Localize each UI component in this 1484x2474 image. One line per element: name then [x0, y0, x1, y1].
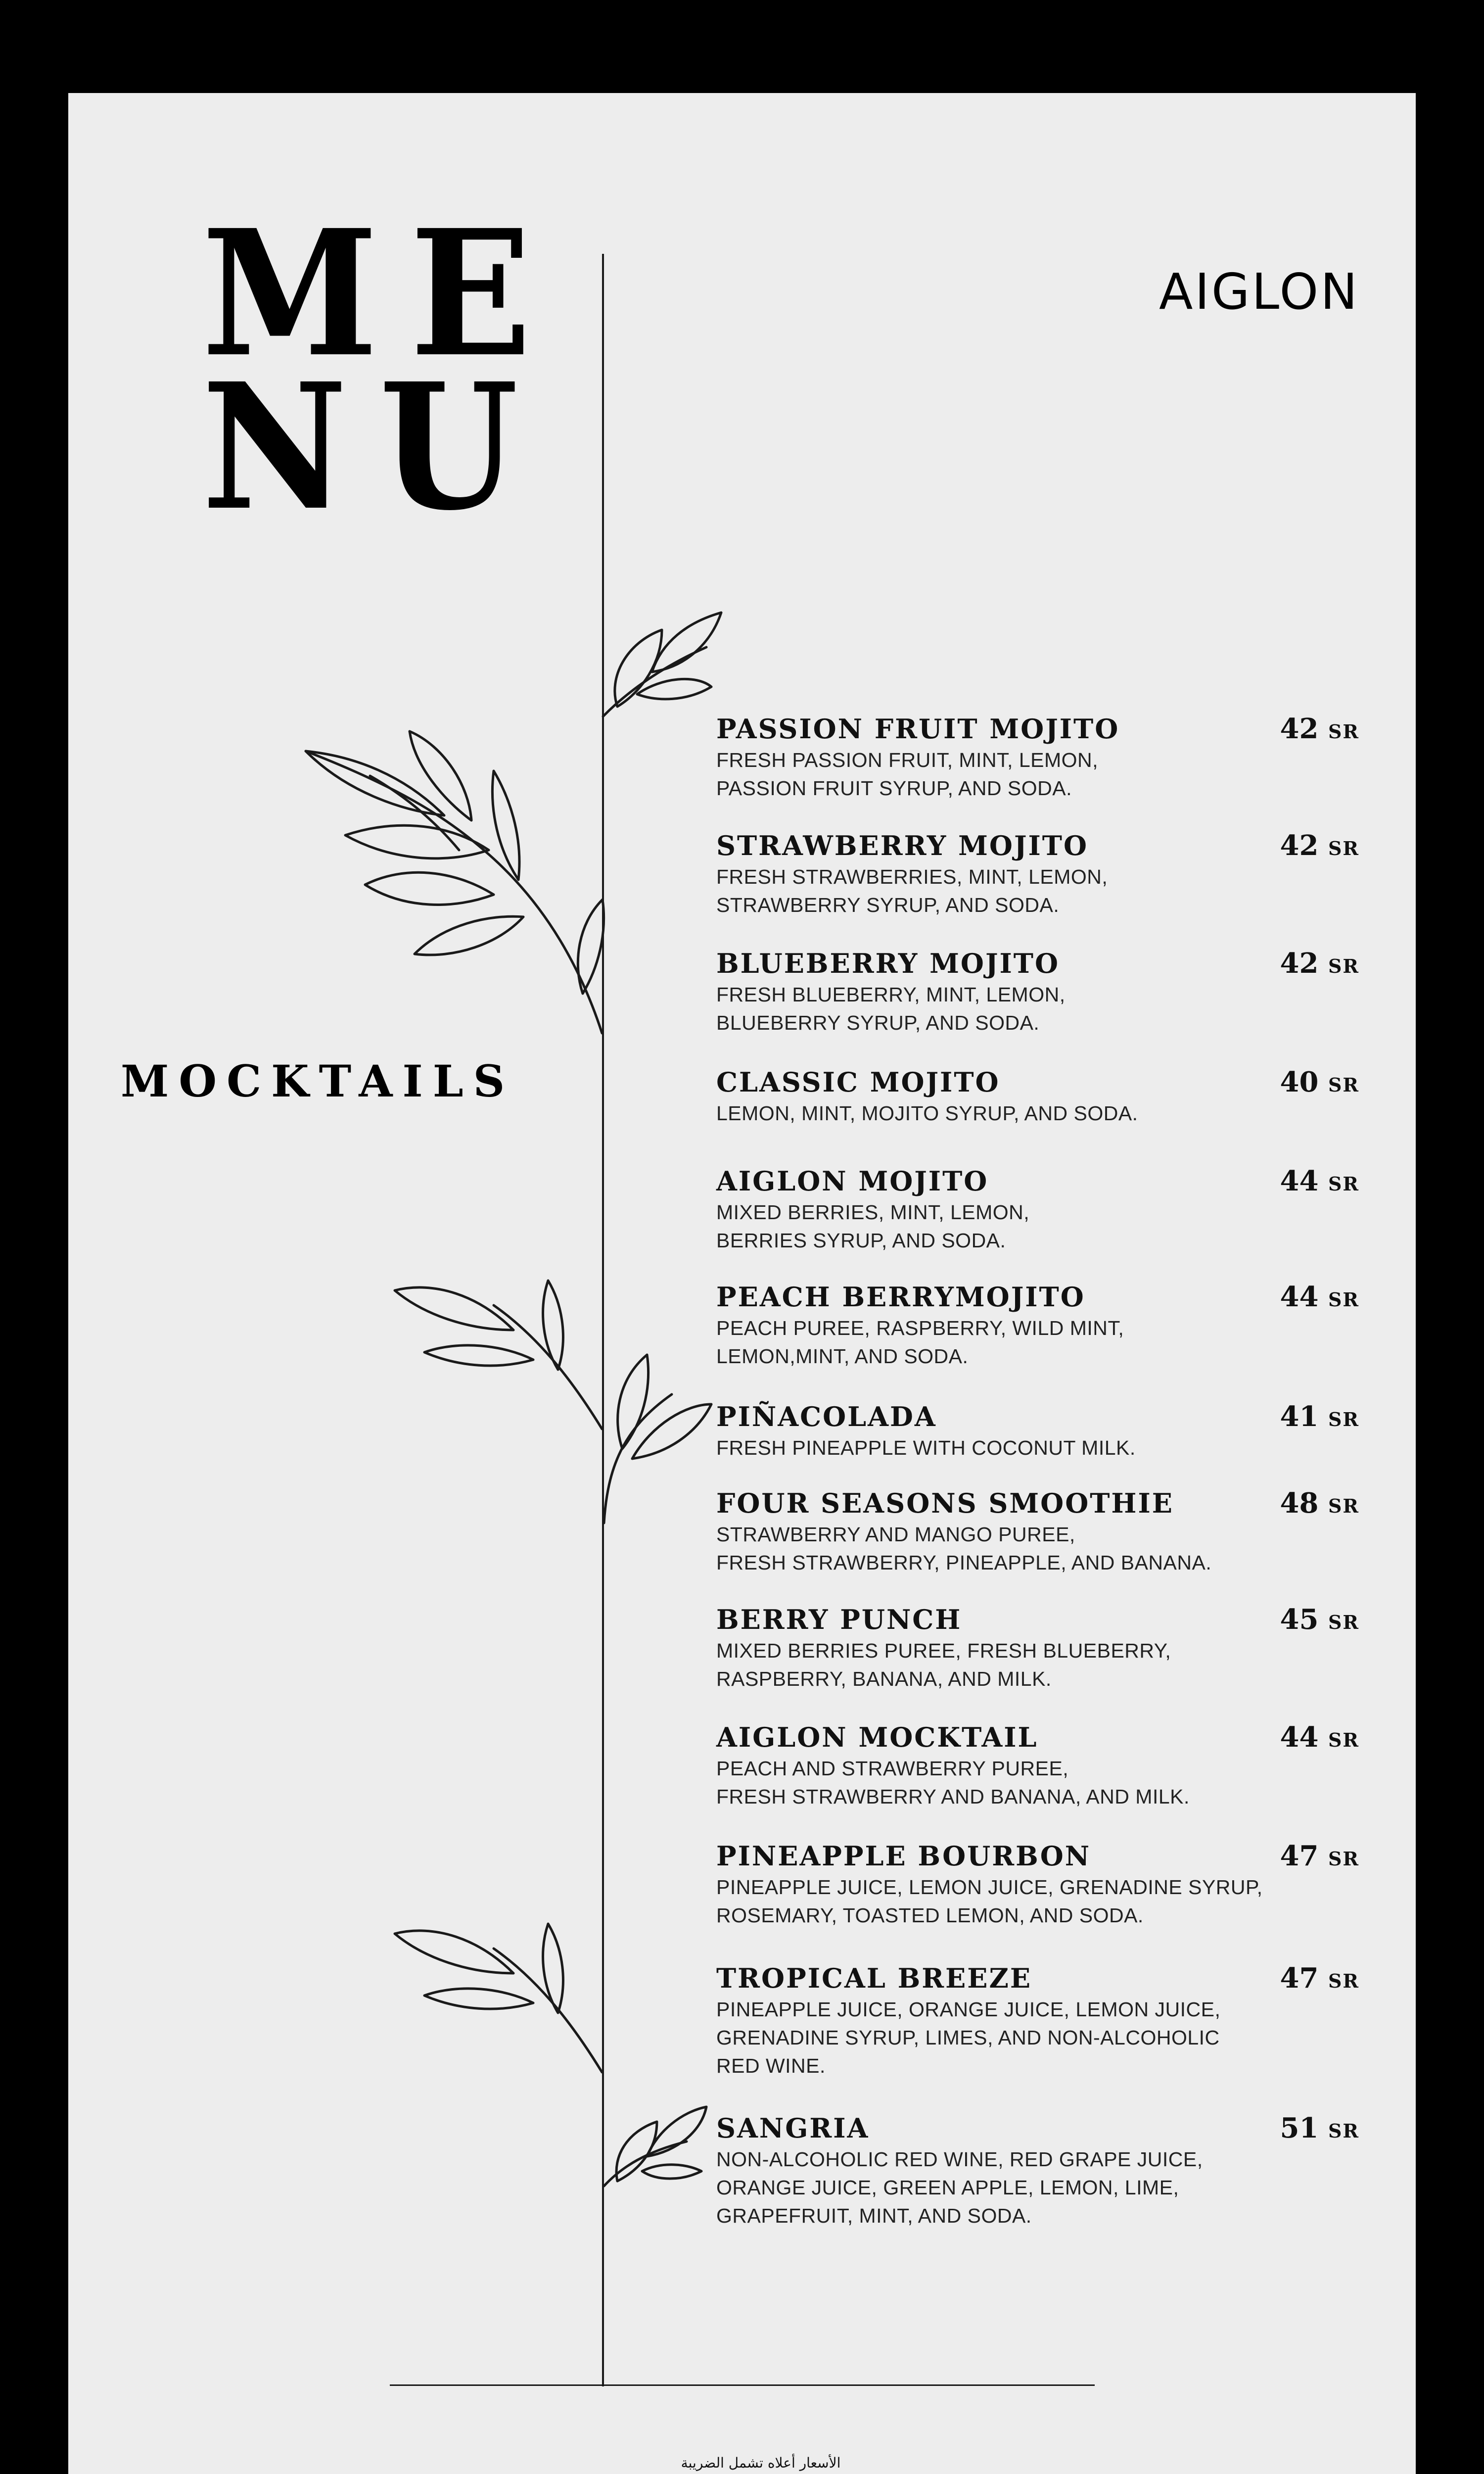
item-description: PEACH PUREE, RASPBERRY, WILD MINT, LEMON,MINT, AND SODA.: [716, 1317, 1124, 1368]
currency-unit: SR: [1328, 1173, 1359, 1195]
menu-item: [716, 1486, 1359, 1577]
price-value: 42: [1280, 829, 1319, 862]
currency-unit: SR: [1328, 837, 1359, 859]
item-name: PINEAPPLE BOURBON: [716, 1840, 1091, 1872]
price-value: 47: [1280, 1962, 1319, 1995]
item-description: MIXED BERRIES, MINT, LEMON, BERRIES SYRUP, AND SODA.: [716, 1201, 1030, 1252]
price-value: 41: [1280, 1400, 1319, 1433]
item-description: FRESH PINEAPPLE WITH COCONUT MILK.: [716, 1436, 1136, 1459]
item-description: FRESH PASSION FRUIT, MINT, LEMON, PASSION FRUIT SYRUP, AND SODA.: [716, 749, 1099, 800]
section-title-mocktails: MOCKTAILS: [121, 1055, 515, 1107]
item-price: [1280, 1720, 1359, 1758]
vertical-divider: [602, 254, 604, 2386]
menu-item: [716, 2111, 1359, 2230]
item-price: [1280, 1065, 1359, 1102]
item-description: PINEAPPLE JUICE, ORANGE JUICE, LEMON JUICE, GRENADINE SYRUP, LIMES, AND NON-ALCOHOLIC RED WINE.: [716, 1998, 1221, 2077]
menu-item: [716, 1961, 1359, 2080]
brand-logo: AIGLON: [1159, 263, 1359, 321]
price-value: 51: [1280, 2112, 1319, 2144]
item-description: FRESH BLUEBERRY, MINT, LEMON, BLUEBERRY SYRUP, AND SODA.: [716, 983, 1066, 1034]
currency-unit: SR: [1328, 1074, 1359, 1096]
currency-unit: SR: [1328, 720, 1359, 743]
item-price: [1280, 1602, 1359, 1640]
item-name: BLUEBERRY MOJITO: [716, 948, 1060, 979]
item-name: PIÑACOLADA: [716, 1401, 937, 1432]
currency-unit: SR: [1328, 955, 1359, 977]
vat-footer: [563, 2452, 959, 2474]
item-name: FOUR SEASONS SMOOTHIE: [716, 1487, 1174, 1519]
menu-item: [716, 1280, 1359, 1371]
item-price: [1280, 1486, 1359, 1523]
item-description: PINEAPPLE JUICE, LEMON JUICE, GRENADINE SYRUP, ROSEMARY, TOASTED LEMON, AND SODA.: [716, 1876, 1263, 1927]
price-value: 40: [1280, 1066, 1319, 1098]
price-value: 42: [1280, 947, 1319, 980]
item-price: [1280, 1280, 1359, 1317]
currency-unit: SR: [1328, 1611, 1359, 1633]
item-name: BERRY PUNCH: [716, 1604, 962, 1635]
item-name: SANGRIA: [716, 2112, 870, 2144]
currency-unit: SR: [1328, 1970, 1359, 1992]
item-description: PEACH AND STRAWBERRY PUREE, FRESH STRAWBERRY AND BANANA, AND MILK.: [716, 1757, 1190, 1808]
price-value: 47: [1280, 1840, 1319, 1872]
menu-item: [716, 712, 1359, 803]
item-price: [1280, 712, 1359, 749]
menu-item: [716, 828, 1359, 919]
menu-item: [716, 1065, 1359, 1128]
item-description: FRESH STRAWBERRIES, MINT, LEMON, STRAWBERRY SYRUP, AND SODA.: [716, 865, 1108, 916]
item-name: AIGLON MOCKTAIL: [716, 1721, 1038, 1753]
item-name: STRAWBERRY MOJITO: [716, 830, 1088, 861]
item-description: NON-ALCOHOLIC RED WINE, RED GRAPE JUICE, ORANGE JUICE, GREEN APPLE, LEMON, LIME, GRAPEFRUIT, MINT, AND SODA.: [716, 2148, 1203, 2227]
currency-unit: SR: [1328, 1848, 1359, 1870]
item-price: [1280, 946, 1359, 984]
currency-unit: SR: [1328, 2120, 1359, 2142]
currency-unit: SR: [1328, 1288, 1359, 1311]
item-price: [1280, 1839, 1359, 1876]
item-description: LEMON, MINT, MOJITO SYRUP, AND SODA.: [716, 1102, 1138, 1125]
item-name: PASSION FRUIT MOJITO: [716, 713, 1120, 745]
item-description: STRAWBERRY AND MANGO PUREE, FRESH STRAWBERRY, PINEAPPLE, AND BANANA.: [716, 1523, 1212, 1574]
item-price: [1280, 2111, 1359, 2148]
price-value: 44: [1280, 1281, 1319, 1313]
item-price: [1280, 1399, 1359, 1437]
item-name: PEACH BERRYMOJITO: [716, 1281, 1085, 1313]
price-value: 44: [1280, 1721, 1319, 1754]
item-price: [1280, 1961, 1359, 1998]
currency-unit: SR: [1328, 1408, 1359, 1430]
menu-title-line-1: ME: [202, 191, 563, 395]
price-value: 48: [1280, 1487, 1319, 1520]
menu-item: [716, 1399, 1359, 1462]
item-name: AIGLON MOJITO: [716, 1165, 989, 1197]
currency-unit: SR: [1328, 1495, 1359, 1517]
menu-item: [716, 1839, 1359, 1930]
price-value: 42: [1280, 713, 1319, 745]
menu-item: [716, 946, 1359, 1037]
item-price: [1280, 1164, 1359, 1201]
menu-title-line-2: NU: [202, 345, 550, 549]
item-name: CLASSIC MOJITO: [716, 1066, 1000, 1098]
menu-item: [716, 1164, 1359, 1255]
bottom-divider: [390, 2384, 1095, 2386]
price-value: 45: [1280, 1603, 1319, 1636]
currency-unit: SR: [1328, 1729, 1359, 1751]
menu-item: [716, 1602, 1359, 1693]
vat-note-arabic: الأسعار أعلاه تشمل الضريبة: [681, 2455, 841, 2471]
menu-card: [68, 93, 1416, 2474]
menu-item: [716, 1720, 1359, 1811]
item-description: MIXED BERRIES PUREE, FRESH BLUEBERRY, RASPBERRY, BANANA, AND MILK.: [716, 1639, 1171, 1690]
item-price: [1280, 828, 1359, 866]
item-name: TROPICAL BREEZE: [716, 1962, 1032, 1994]
price-value: 44: [1280, 1165, 1319, 1197]
